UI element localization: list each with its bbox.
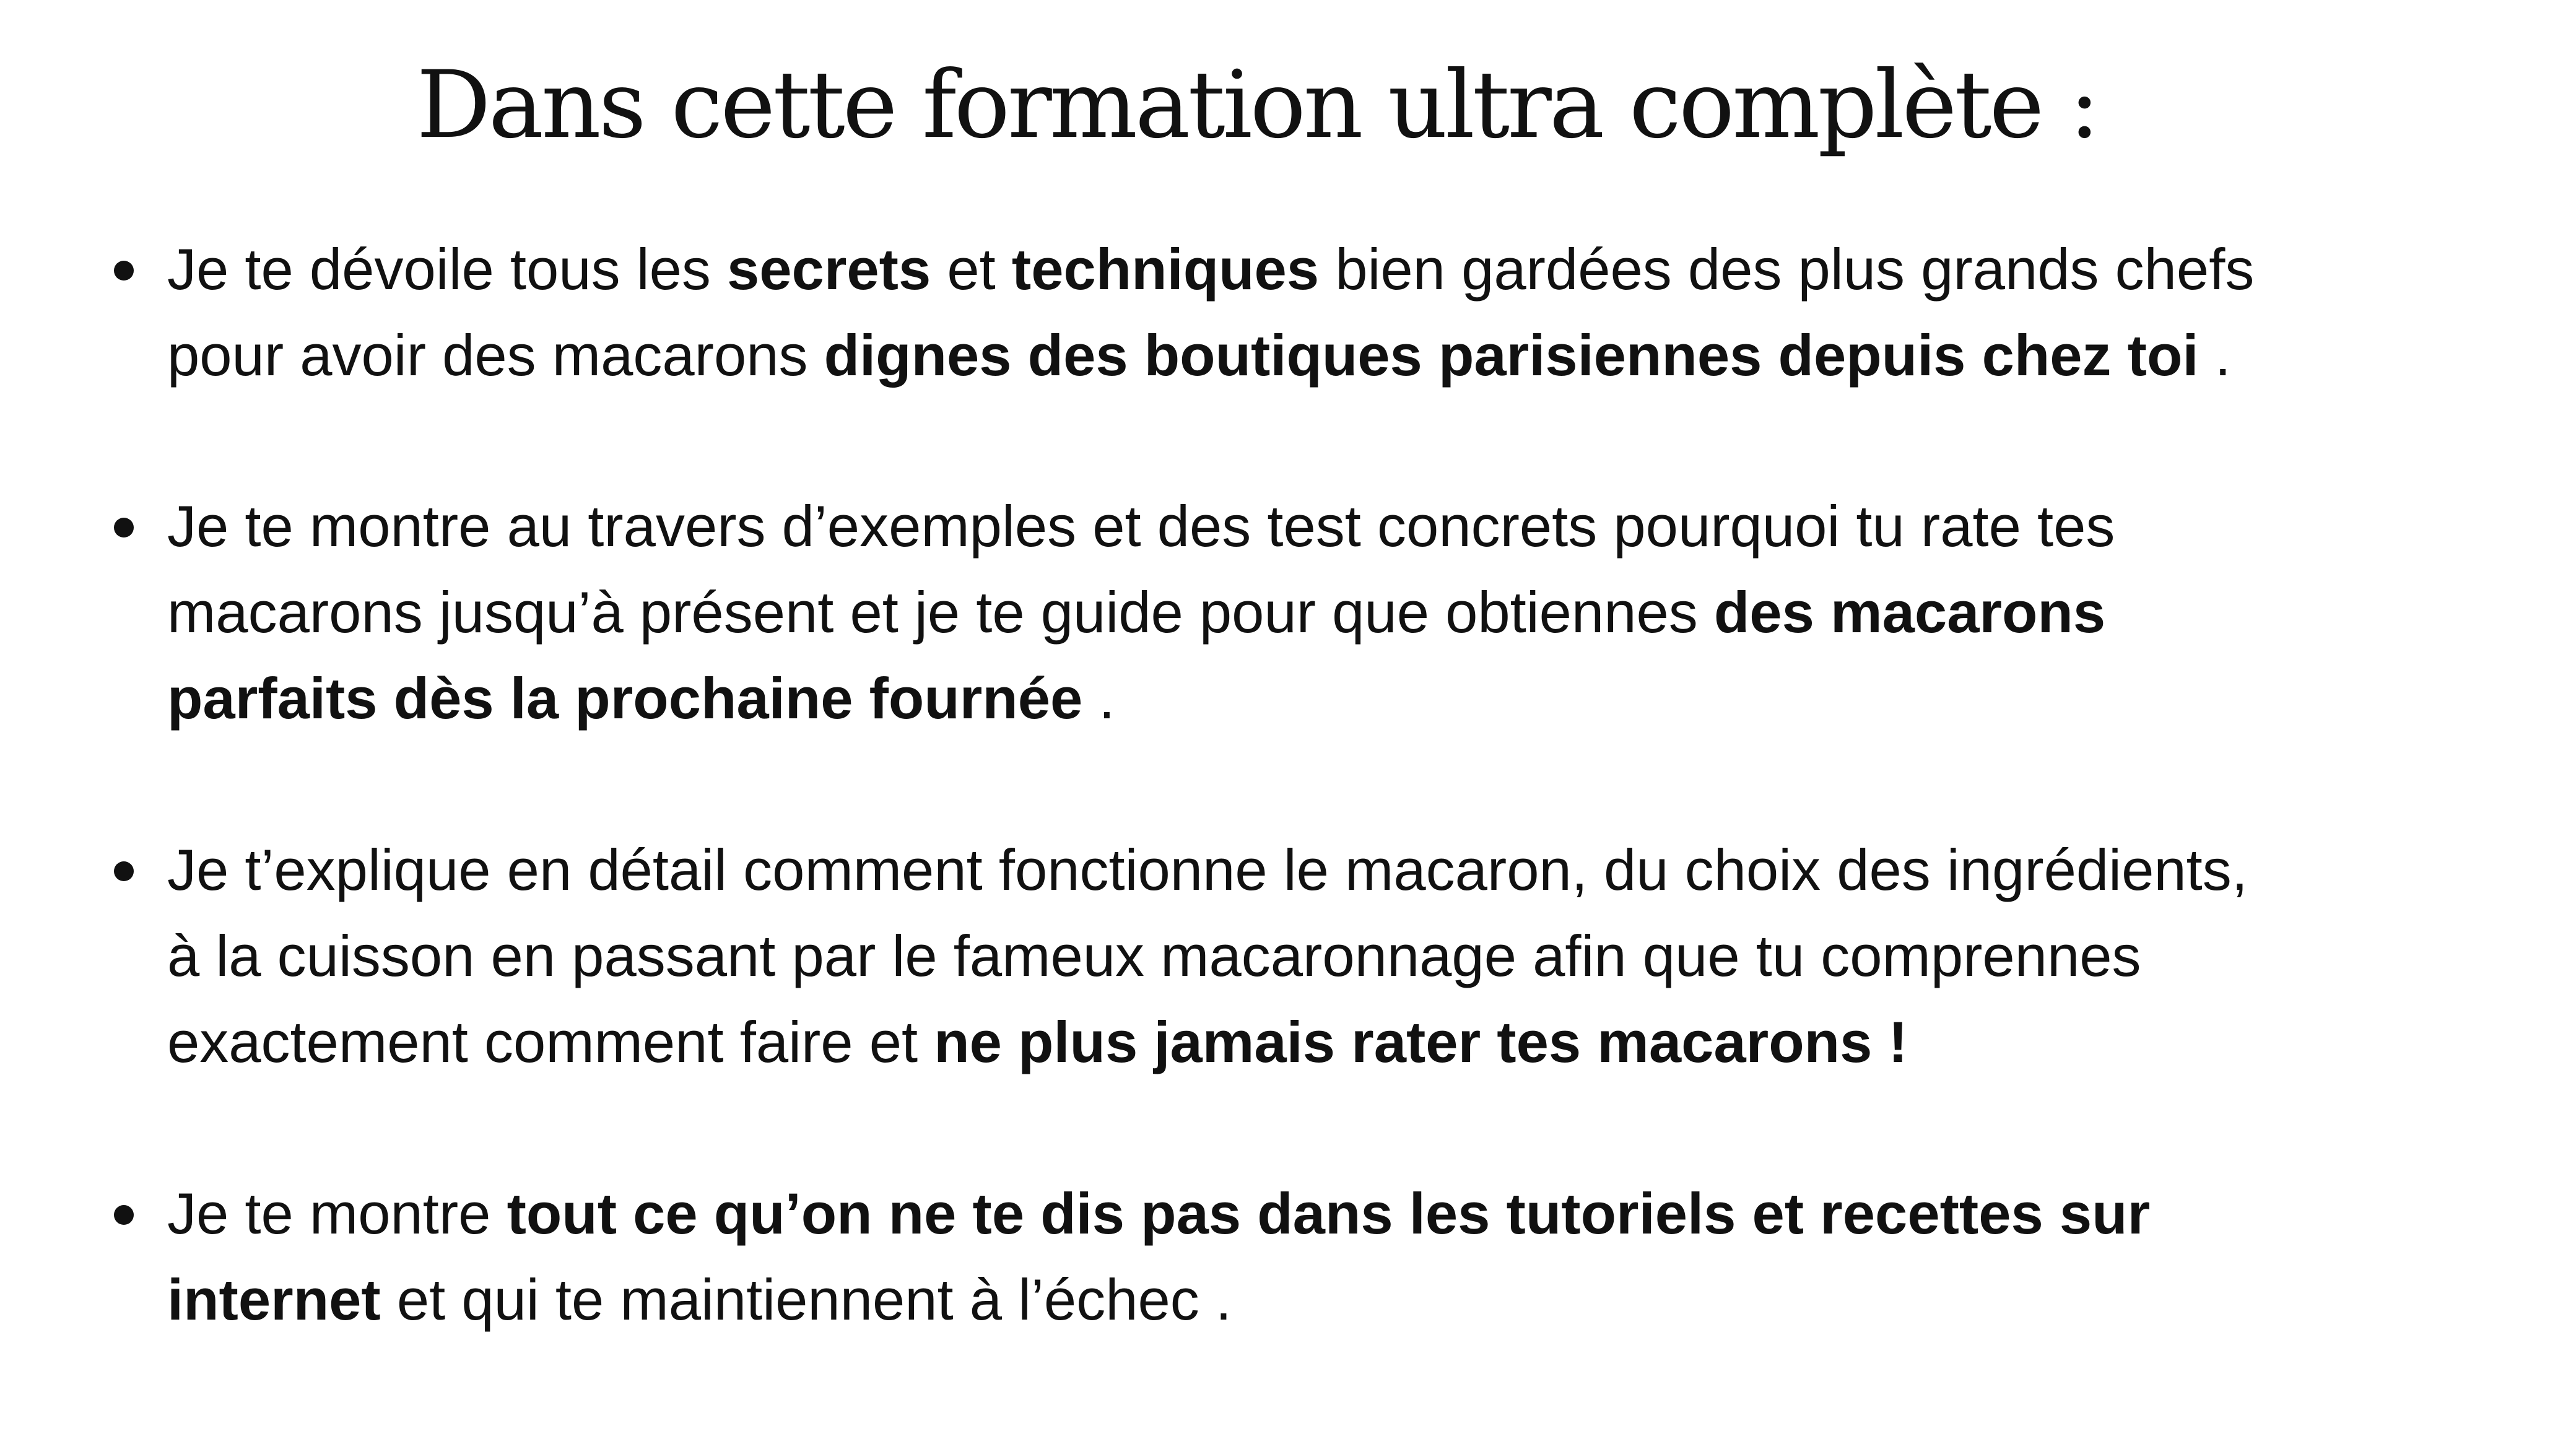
bullet-line (167, 655, 1115, 741)
bold-text: dignes des boutiques parisiennes depuis chez toi (824, 323, 2199, 388)
bullet-line (167, 827, 2248, 913)
bold-text: parfaits dès la prochaine fournée (167, 666, 1083, 731)
bold-text: secrets (726, 237, 931, 302)
text-segment: bien gardées des plus grands chefs (1319, 237, 2255, 302)
bullet-dot-icon (114, 1205, 134, 1225)
text-segment: . (1082, 666, 1115, 731)
bullet-line (167, 226, 2254, 312)
text-segment: et qui te maintiennent à l’échec . (380, 1267, 1232, 1332)
text-segment: Je te montre au travers d’exemples et des test concrets pourquoi tu rate tes (167, 494, 2115, 559)
bullet-line (167, 483, 2115, 569)
text-segment: à la cuisson en passant par le fameux macaronnage afin que tu comprennes (167, 923, 2141, 988)
text-segment: Je t’explique en détail comment fonctionne le macaron, du choix des ingrédients, (167, 837, 2248, 902)
bullet-line (167, 569, 2105, 655)
bold-text: internet (167, 1267, 381, 1332)
bullet-line (167, 999, 1908, 1085)
text-segment: . (2198, 323, 2231, 388)
bullet-line (167, 1256, 1232, 1342)
text-segment: exactement comment faire et (167, 1009, 934, 1074)
text-segment: Je te montre (167, 1181, 507, 1246)
text-segment: macarons jusqu’à présent et je te guide pour que obtiennes (167, 580, 1714, 645)
bold-text: tout ce qu’on ne te dis pas dans les tutoriels et recettes sur (507, 1181, 2151, 1246)
bullet-line (167, 913, 2141, 999)
text-segment: et (931, 237, 1012, 302)
bullet-dot-icon (114, 518, 134, 537)
text-segment: Je te dévoile tous les (167, 237, 727, 302)
bullet-dot-icon (114, 261, 134, 281)
text-segment: pour avoir des macarons (167, 323, 824, 388)
bullet-dot-icon (114, 861, 134, 881)
bold-text: techniques (1011, 237, 1320, 302)
bullet-line (167, 1170, 2150, 1256)
bullet-line (167, 312, 2231, 398)
page-title: Dans cette formation ultra complète : (416, 51, 2098, 159)
bold-text: ne plus jamais rater tes macarons ! (934, 1009, 1908, 1074)
bold-text: des macarons (1713, 580, 2106, 645)
